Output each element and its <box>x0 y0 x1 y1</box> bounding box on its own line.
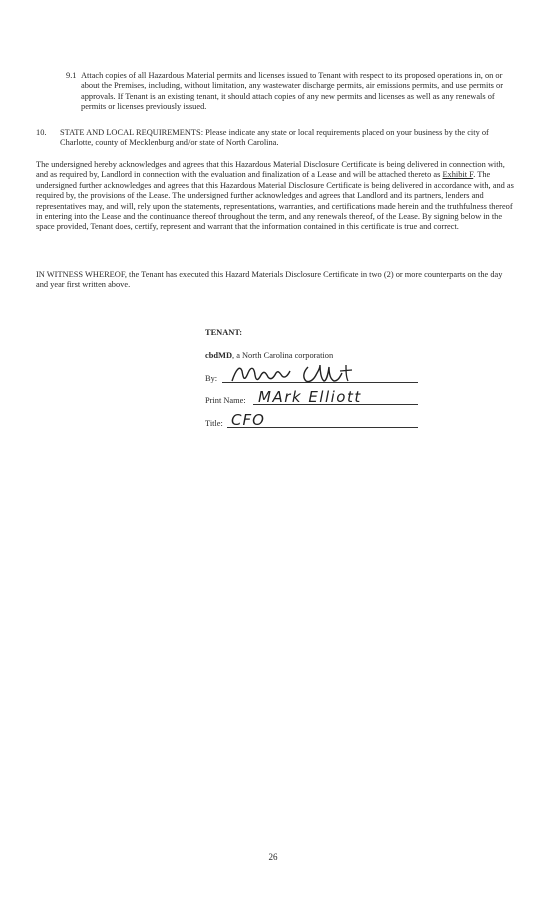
acknowledgment-text-before: The undersigned hereby acknowledges and agrees that this Hazardous Material Disclosure Certificate is being delivered in connection with, and as required by, Landlord in connection with the evaluation and finalization of a Lease and will be attached thereto as <box>36 160 505 180</box>
title-label: Title: <box>205 419 223 428</box>
acknowledgment-text-after: . The undersigned further acknowledges and agrees that this Hazardous Material Disclosure Certificate is being delivered in accordance with, and as required by, the provisions of the Lease. The undersigned further acknowledges and agrees that Landlord and its partners, lenders and representatives may, and will, rely upon the statements, representations, warranties, and certifications made herein and the truthfulness thereof in entering into the Lease and the continuance thereof throughout the term, and any renewals thereof, of the Lease. By signing below in the space provided, Tenant does, certify, represent and warrant that the information contained in this certificate is true and correct. <box>36 170 514 232</box>
item-9-1 <box>66 71 516 113</box>
item-10 <box>36 128 516 149</box>
page-number: 26 <box>268 852 278 862</box>
tenant-company <box>205 351 333 360</box>
title-value: CFO <box>231 411 265 429</box>
acknowledgment-paragraph <box>36 160 518 233</box>
item-10-text: STATE AND LOCAL REQUIREMENTS: Please indicate any state or local requirements placed on your business by the city of Charlotte, county of Mecklenburg and/or state of North Carolina. <box>60 128 489 148</box>
exhibit-reference: Exhibit F <box>442 170 474 180</box>
item-10-number: 10. <box>36 128 47 137</box>
company-description: , a North Carolina corporation <box>232 351 334 360</box>
witness-paragraph: IN WITNESS WHEREOF, the Tenant has executed this Hazard Materials Disclosure Certificate in two (2) or more counterparts on the day and year first written above. <box>36 270 503 290</box>
by-label: By: <box>205 374 218 383</box>
tenant-heading: TENANT: <box>205 328 243 337</box>
print-name-label: Print Name: <box>205 396 246 405</box>
item-9-1-text: Attach copies of all Hazardous Material permits and licenses issued to Tenant with respect to its proposed operations in, on or about the Premises, including, without limitation, any wastewater discharge permits, air emissions permits, and use permits or approvals. If Tenant is an existing tenant, it should attach copies of any new permits and licenses as well as any renewals of permits or licenses previously issued. <box>81 71 504 112</box>
company-name: cbdMD <box>205 351 232 360</box>
handwritten-signature <box>228 361 378 387</box>
print-name-value: MArk Elliott <box>258 388 362 406</box>
item-9-1-number: 9.1 <box>66 71 77 80</box>
